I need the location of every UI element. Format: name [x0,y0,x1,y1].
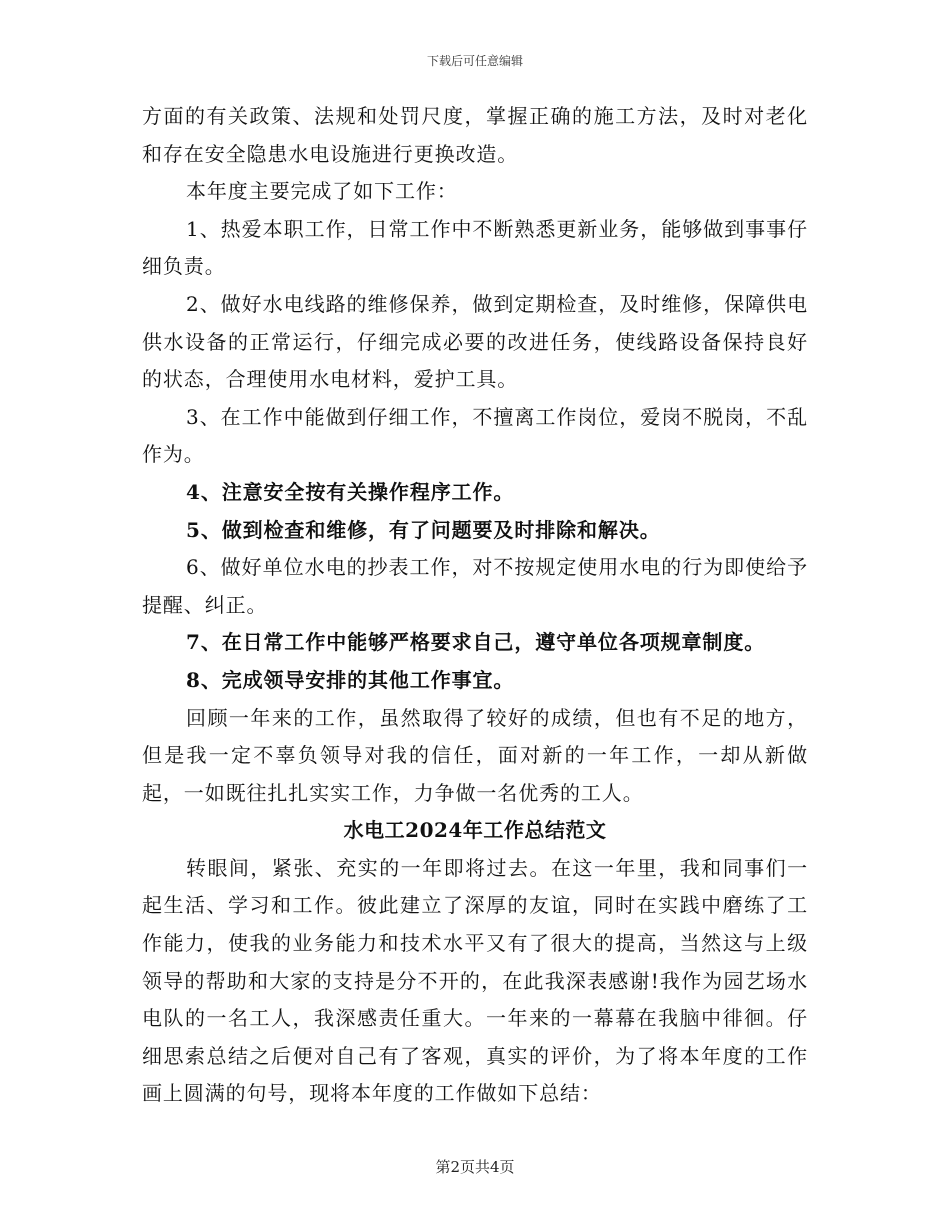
page-number: 第2页共4页 [435,1158,515,1176]
list-item-6: 6、做好单位水电的抄表工作，对不按规定使用水电的行为即使给予提醒、纠正。 [142,555,808,617]
list-item-5: 5、做到检查和维修，有了问题要及时排除和解决。 [186,517,661,542]
list-item-8: 8、完成领导安排的其他工作事宜。 [186,667,515,692]
list-item-1: 1、热爱本职工作，日常工作中不断熟悉更新业务，能够做到事事仔细负责。 [142,216,808,279]
section-title: 水电工2024年工作总结范文 [343,818,607,843]
paragraph-continued: 方面的有关政策、法规和处罚尺度，掌握正确的施工方法，及时对老化和存在安全隐患水电设施进行更换改造。 [142,104,808,166]
paragraph-section-body: 转眼间，紧张、充实的一年即将过去。在这一年里，我和同事们一起生活、学习和工作。彼此建立了深厚的友谊，同时在实践中磨练了工作能力，使我的业务能力和技术水平又有了很大的提高，当然这与上级领导的帮助和大家的支持是分不开的，在此我深表感谢!我作为园艺场水电队的一名工人，我深感责任重大。一年来的一幕幕在我脑中徘徊。仔细思索总结之后便对自己有了客观，真实的评价，为了将本年度的工作画上圆满的句号，现将本年度的工作做如下总结： [142,855,808,1106]
paragraph-intro: 本年度主要完成了如下工作： [186,179,458,204]
paragraph-review: 回顾一年来的工作，虽然取得了较好的成绩，但也有不足的地方，但是我一定不辜负领导对我的信任，面对新的一年工作，一却从新做起，一如既往扎扎实实工作，力争做一名优秀的工人。 [142,705,808,805]
page-header-note: 下载后可任意编辑 [426,54,523,68]
list-item-2: 2、做好水电线路的维修保养，做到定期检查，及时维修，保障供电供水设备的正常运行，仔细完成必要的改进任务，使线路设备保持良好的状态，合理使用水电材料，爱护工具。 [142,291,808,392]
list-item-7: 7、在日常工作中能够严格要求自己，遵守单位各项规章制度。 [186,630,766,655]
list-item-4: 4、注意安全按有关操作程序工作。 [186,479,515,504]
list-item-3: 3、在工作中能做到仔细工作，不擅离工作岗位，爱岗不脱岗，不乱作为。 [142,404,808,467]
document-body [142,98,808,1113]
